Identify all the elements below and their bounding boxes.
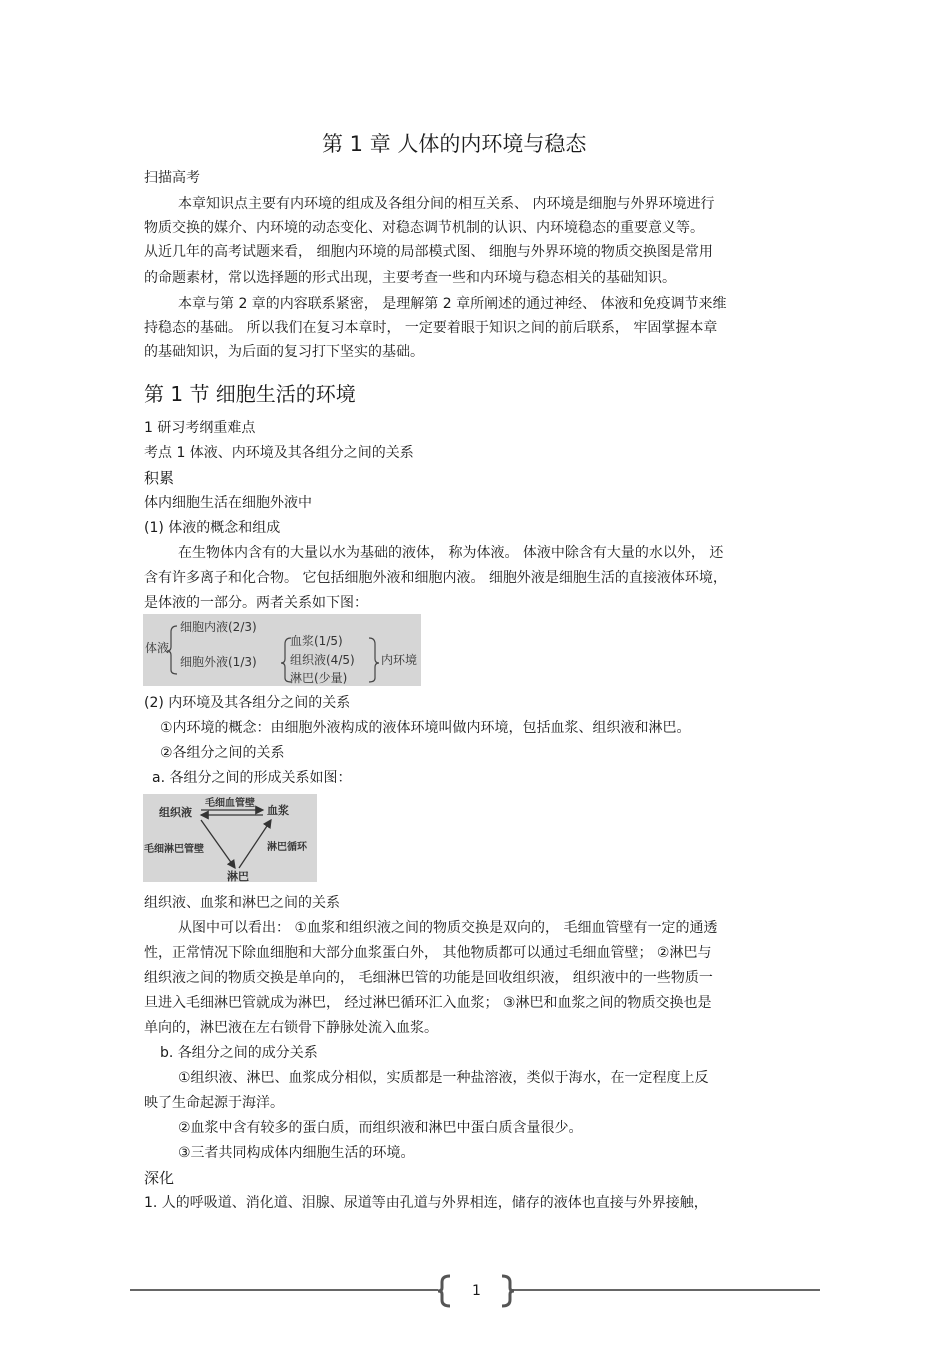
fig1-tissue: 组织液(4/5)	[290, 653, 355, 667]
body-text: 映了生命起源于海洋。	[144, 1095, 284, 1111]
intro-line: 持稳态的基础。 所以我们在复习本章时， 一定要着眼于知识之间的前后联系， 牢固掌握本章	[144, 320, 718, 336]
study-heading: 1 研习考纲重难点	[144, 420, 256, 436]
body-fluid-figure	[143, 614, 421, 686]
intro-line: 的命题素材，常以选择题的形式出现，主要考查一些和内环境与稳态相关的基础知识。	[144, 270, 676, 286]
intro-line: 从近几年的高考试题来看， 细胞内环境的局部模式图、 细胞与外界环境的物质交换图是常用	[144, 244, 713, 260]
body-text: ②各组分之间的关系	[160, 745, 285, 761]
fig1-internal: 内环境	[381, 653, 418, 667]
body-text: 在生物体内含有的大量以水为基础的液体， 称为体液。 体液中除含有大量的水以外， 还	[178, 545, 724, 561]
fig2-lymph-circulation: 淋巴循环	[267, 842, 307, 853]
body-text: ①内环境的概念：由细胞外液构成的液体环境叫做内环境，包括血浆、组织液和淋巴。	[160, 720, 691, 736]
body-text: 含有许多离子和化合物。 它包括细胞外液和细胞内液。 细胞外液是细胞生活的直接液体环境，	[144, 570, 727, 586]
intro-line: 本章知识点主要有内环境的组成及各组分间的相互关系、 内环境是细胞与外界环境进行	[178, 196, 715, 212]
fig1-intra: 细胞内液(2/3)	[180, 620, 257, 634]
fig2-capillary: 毛细血管壁	[205, 798, 255, 809]
key-point-heading: 考点 1 体液、内环境及其各组分之间的关系	[144, 445, 414, 461]
fig1-tiye: 体液	[145, 641, 170, 655]
footer-rule-left	[130, 1289, 438, 1291]
body-text: 1. 人的呼吸道、消化道、泪腺、尿道等由孔道与外界相连，储存的液体也直接与外界接触，	[144, 1195, 708, 1211]
figure-caption: 组织液、血浆和淋巴之间的关系	[144, 895, 340, 911]
fig1-lymph: 淋巴(少量)	[290, 671, 348, 685]
body-text: 性，正常情况下除血细胞和大部分血浆蛋白外， 其他物质都可以通过毛细血管壁； ②淋巴与	[144, 945, 712, 961]
chapter-title: 第 1 章 人体的内环境与稳态	[322, 132, 587, 156]
body-text: ①组织液、淋巴、血浆成分相似，实质都是一种盐溶液，类似于海水，在一定程度上反	[178, 1070, 709, 1086]
body-text: 体内细胞生活在细胞外液中	[144, 495, 312, 511]
page-number: 1	[472, 1283, 481, 1299]
fig2-tissue: 组织液	[159, 806, 192, 819]
intro-line: 本章与第 2 章的内容联系紧密， 是理解第 2 章所阐述的通过神经、 体液和免疫调节来维	[178, 296, 727, 312]
body-text: a. 各组分之间的形成关系如图：	[152, 770, 352, 786]
body-text: ③三者共同构成体内细胞生活的环境。	[178, 1145, 415, 1161]
body-text: 是体液的一部分。两者关系如下图：	[144, 595, 368, 611]
body-text: 单向的，淋巴液在左右锁骨下静脉处流入血浆。	[144, 1020, 438, 1036]
fluid-relationship-figure	[143, 794, 317, 882]
body-text: b. 各组分之间的成分关系	[160, 1045, 318, 1061]
accumulate-heading: 积累	[144, 469, 175, 487]
deepen-heading: 深化	[144, 1169, 175, 1187]
section-title: 第 1 节 细胞生活的环境	[144, 382, 356, 406]
subheading: (1) 体液的概念和组成	[144, 520, 281, 536]
body-text: 从图中可以看出： ①血浆和组织液之间的物质交换是双向的， 毛细血管壁有一定的通透	[178, 920, 718, 936]
intro-line: 的基础知识，为后面的复习打下坚实的基础。	[144, 344, 424, 360]
fig2-lymph-capillary: 毛细淋巴管壁	[144, 844, 204, 855]
subheading: (2) 内环境及其各组分之间的关系	[144, 695, 351, 711]
footer-rule-right	[512, 1289, 820, 1291]
fig1-extra: 细胞外液(1/3)	[180, 655, 257, 669]
scan-label: 扫描高考	[144, 170, 200, 186]
body-text: ②血浆中含有较多的蛋白质，而组织液和淋巴中蛋白质含量很少。	[178, 1120, 583, 1136]
fig1-plasma: 血浆(1/5)	[290, 634, 343, 648]
fig2-plasma: 血浆	[267, 804, 289, 817]
fig2-lymph: 淋巴	[227, 870, 249, 882]
body-text: 旦进入毛细淋巴管就成为淋巴， 经过淋巴循环汇入血浆； ③淋巴和血浆之间的物质交换也是	[144, 995, 712, 1011]
intro-line: 物质交换的媒介、内环境的动态变化、对稳态调节机制的认识、内环境稳态的重要意义等。	[144, 220, 704, 236]
body-text: 组织液之间的物质交换是单向的， 毛细淋巴管的功能是回收组织液， 组织液中的一些物质一	[144, 970, 713, 986]
